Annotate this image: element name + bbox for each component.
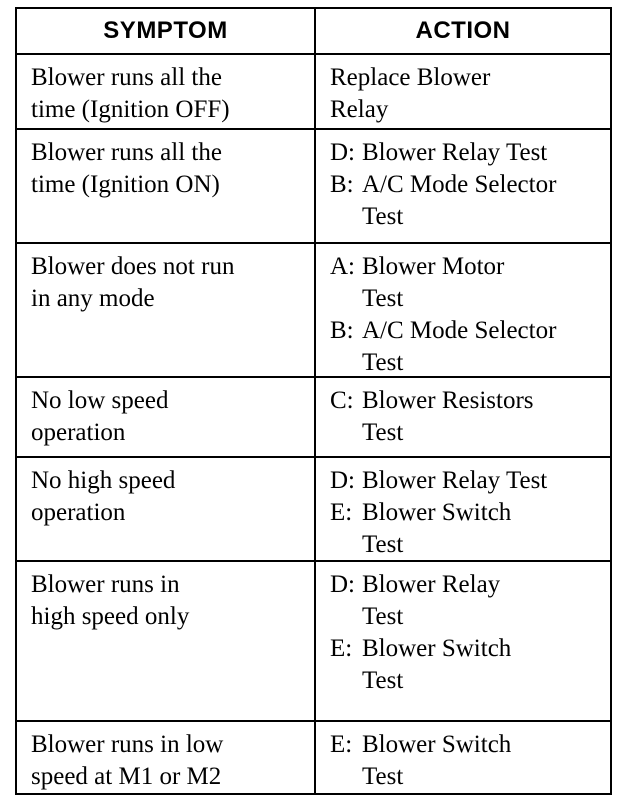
action-line: Blower Relay Test: [362, 467, 548, 494]
action-letter: D:: [330, 467, 355, 494]
action-text: [316, 458, 610, 561]
action-description: [362, 633, 602, 697]
symptom-line: Blower runs all the: [31, 139, 222, 166]
action-line: Test: [362, 349, 404, 376]
symptom-line: Blower does not run: [31, 253, 235, 280]
action-item: [330, 315, 602, 378]
symptom-cell: [17, 722, 316, 793]
header-action: ACTION: [316, 9, 610, 55]
action-text: [316, 562, 610, 697]
action-line: Blower Switch: [362, 499, 512, 526]
action-cell: [316, 55, 610, 130]
action-letter: B:: [330, 171, 354, 198]
action-item: [330, 137, 602, 169]
action-line: Blower Resistors: [362, 387, 534, 414]
symptom-text: [17, 562, 314, 633]
action-text: [316, 244, 610, 378]
symptom-line: in any mode: [31, 285, 155, 312]
action-line: A/C Mode Selector: [362, 171, 557, 198]
action-item: [330, 497, 602, 561]
action-cell: [316, 130, 610, 244]
action-item: [330, 251, 602, 315]
action-description: [362, 729, 602, 793]
action-line: Test: [362, 531, 404, 558]
action-item: [330, 465, 602, 497]
action-line: Blower Motor: [362, 253, 505, 280]
action-description: [362, 497, 602, 561]
action-letter: D:: [330, 139, 355, 166]
symptom-line: operation: [31, 499, 126, 526]
action-item: [330, 569, 602, 633]
symptom-line: operation: [31, 419, 126, 446]
symptom-text: [17, 55, 314, 126]
action-line: Test: [362, 285, 404, 312]
action-cell: [316, 244, 610, 378]
action-item: [330, 729, 602, 793]
symptom-line: time (Ignition OFF): [31, 96, 230, 123]
action-item: [330, 169, 602, 233]
action-text: [316, 722, 610, 793]
symptom-text: [17, 130, 314, 201]
action-description: [362, 385, 602, 449]
action-description: [362, 315, 602, 378]
symptom-cell: [17, 130, 316, 244]
action-letter: C:: [330, 387, 354, 414]
action-letter: E:: [330, 731, 353, 758]
action-line: Relay: [330, 96, 389, 123]
symptom-cell: [17, 244, 316, 378]
action-letter: D:: [330, 571, 355, 598]
symptom-line: speed at M1 or M2: [31, 763, 222, 790]
symptom-line: Blower runs in low: [31, 731, 224, 758]
symptom-cell: [17, 378, 316, 458]
action-text: [316, 55, 610, 126]
symptom-line: Blower runs in: [31, 571, 180, 598]
action-item: [330, 633, 602, 697]
action-line: Blower Relay: [362, 571, 501, 598]
symptom-cell: [17, 55, 316, 130]
action-line: Test: [362, 203, 404, 230]
action-line: Blower Switch: [362, 635, 512, 662]
action-description: [362, 465, 602, 497]
action-line: Test: [362, 667, 404, 694]
action-text: [316, 130, 610, 233]
action-cell: [316, 562, 610, 722]
header-symptom: SYMPTOM: [17, 9, 316, 55]
action-line: Test: [362, 419, 404, 446]
symptom-line: time (Ignition ON): [31, 171, 220, 198]
symptom-line: high speed only: [31, 603, 190, 630]
symptom-line: No high speed: [31, 467, 176, 494]
action-line: Blower Switch: [362, 731, 512, 758]
symptom-line: Blower runs all the: [31, 64, 222, 91]
action-description: [362, 169, 602, 233]
action-cell: [316, 458, 610, 562]
action-description: [362, 569, 602, 633]
symptom-cell: [17, 458, 316, 562]
action-line: Blower Relay Test: [362, 139, 548, 166]
symptom-text: [17, 378, 314, 449]
action-line: A/C Mode Selector: [362, 317, 557, 344]
action-description: [362, 251, 602, 315]
action-letter: B:: [330, 317, 354, 344]
symptom-cell: [17, 562, 316, 722]
action-letter: E:: [330, 499, 353, 526]
symptom-text: [17, 244, 314, 315]
symptom-text: [17, 458, 314, 529]
action-line: Test: [362, 603, 404, 630]
action-text: [316, 378, 610, 449]
symptom-action-table: [15, 7, 612, 795]
action-cell: [316, 722, 610, 793]
action-cell: [316, 378, 610, 458]
symptom-line: No low speed: [31, 387, 169, 414]
action-item: [330, 385, 602, 449]
action-description: [362, 137, 602, 169]
action-letter: A:: [330, 253, 355, 280]
action-line: Replace Blower: [330, 64, 491, 91]
action-line: Test: [362, 763, 404, 790]
symptom-text: [17, 722, 314, 793]
action-letter: E:: [330, 635, 353, 662]
